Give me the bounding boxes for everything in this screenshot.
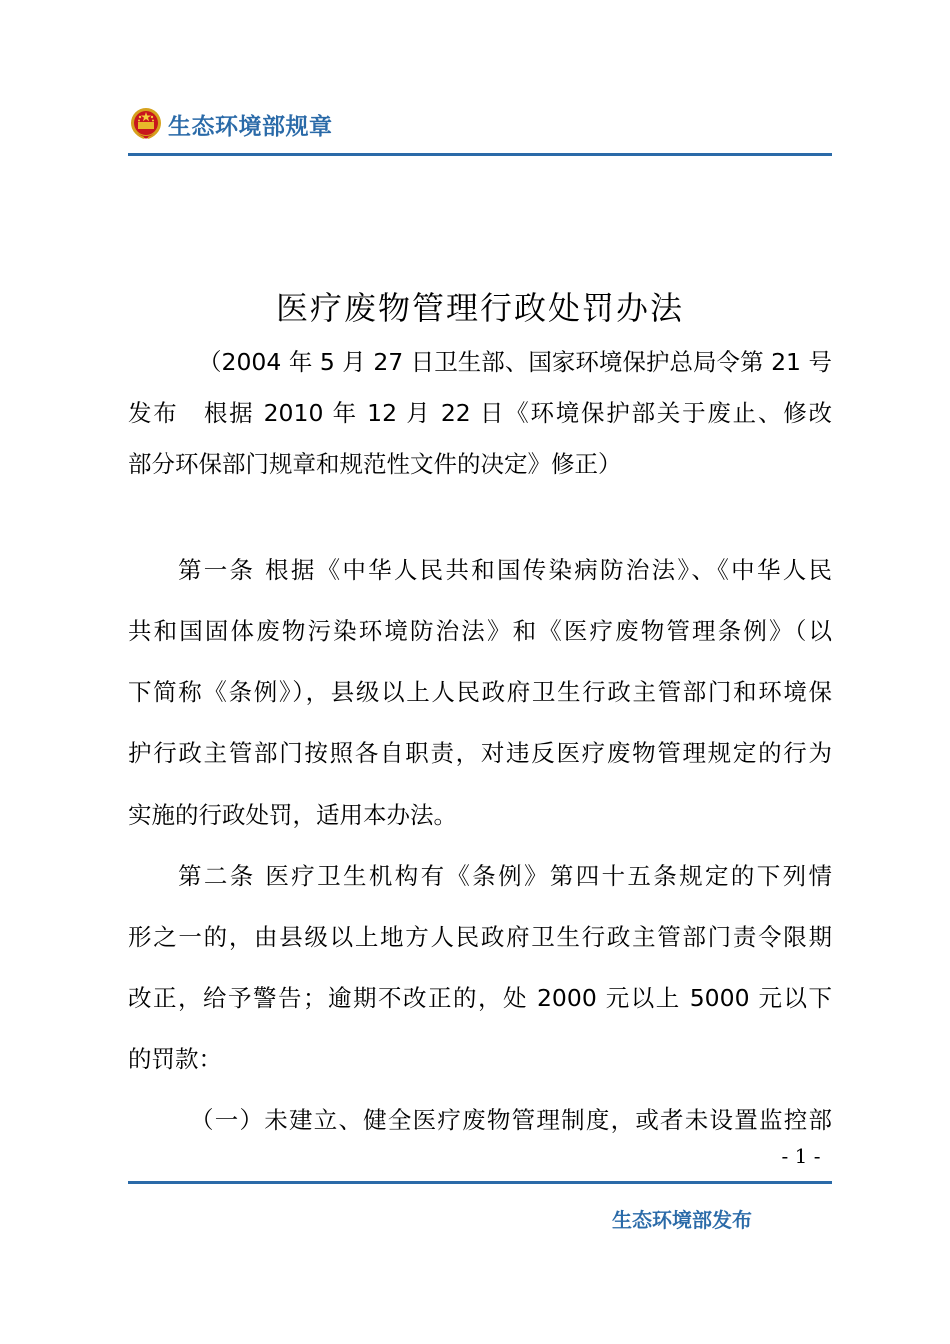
note-line: 发布 根据 2010 年 12 月 22 日《环境保护部关于废止、修改 [128, 399, 832, 427]
footer-publisher: 生态环境部发布 [612, 1208, 752, 1232]
article-1-line: 护行政主管部门按照各自职责，对违反医疗废物管理规定的行为 [128, 739, 832, 767]
header-title: 生态环境部规章 [168, 113, 333, 140]
note-line: （2004 年 5 月 27 日卫生部、国家环境保护总局令第 21 号 [198, 348, 832, 376]
article-1-line: 第一条 根据《中华人民共和国传染病防治法》、《中华人民 [178, 556, 832, 584]
article-2-line: 第二条 医疗卫生机构有《条例》第四十五条规定的下列情 [178, 862, 832, 890]
item-1-line: （一）未建立、健全医疗废物管理制度，或者未设置监控部 [190, 1106, 832, 1134]
page-number: - 1 - [781, 1144, 821, 1168]
article-1-line: 实施的行政处罚，适用本办法。 [128, 801, 457, 829]
article-1-line: 下简称《条例》），县级以上人民政府卫生行政主管部门和环境保 [128, 678, 832, 706]
note-line: 部分环保部门规章和规范性文件的决定》修正） [128, 450, 622, 478]
page-header [128, 102, 333, 146]
article-1-line: 共和国固体废物污染环境防治法》和《医疗废物管理条例》（以 [128, 617, 832, 645]
national-emblem-icon [128, 105, 164, 143]
article-2-line: 形之一的，由县级以上地方人民政府卫生行政主管部门责令限期 [128, 923, 832, 951]
article-2-line: 的罚款： [128, 1045, 222, 1073]
footer-divider [128, 1181, 832, 1184]
header-divider [128, 153, 832, 156]
document-title: 医疗废物管理行政处罚办法 [275, 289, 684, 327]
article-2-line: 改正，给予警告；逾期不改正的，处 2000 元以上 5000 元以下 [128, 984, 832, 1012]
